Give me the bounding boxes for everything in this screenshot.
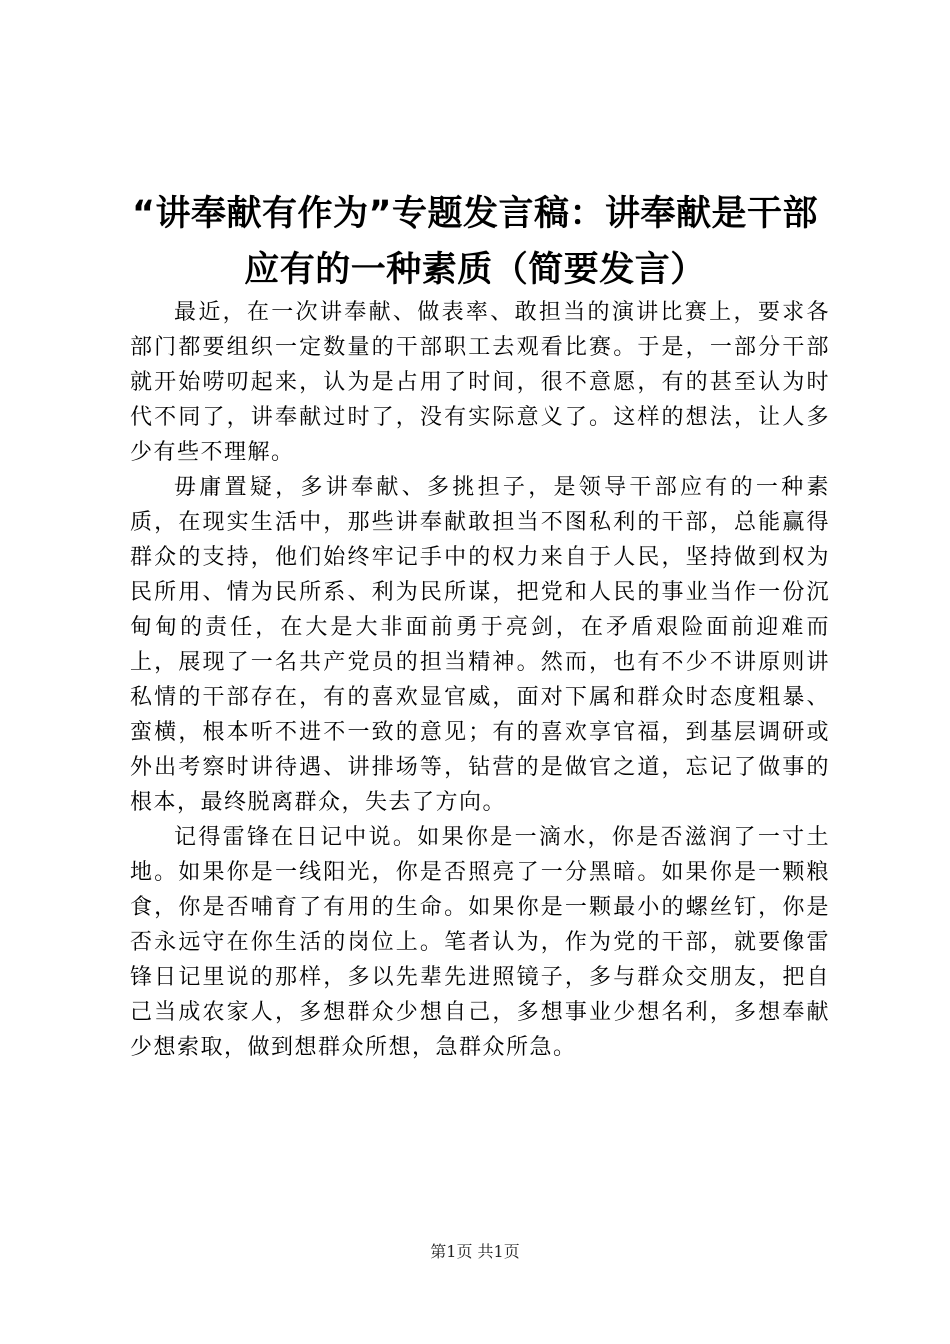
page-number-footer: 第1页 共1页 [430,1242,520,1261]
title-line-2: 应有的一种素质（简要发言） [244,250,706,290]
paragraph-1: 最近，在一次讲奉献、做表率、敢担当的演讲比赛上，要求各部门都要组织一定数量的干部职工去观看比赛。于是，一部分干部就开始唠叨起来，认为是占用了时间，很不意愿，有的甚至认为时代不同了，讲奉献过时了，没有实际意义了。这样的想法，让人多少有些不理解。 [130,300,830,465]
document-title [110,186,840,298]
paragraph-3: 记得雷锋在日记中说。如果你是一滴水，你是否滋润了一寸土地。如果你是一线阳光，你是否照亮了一分黑暗。如果你是一颗粮食，你是否哺育了有用的生命。如果你是一颗最小的螺丝钉，你是否永远守在你生活的岗位上。笔者认为，作为党的干部，就要像雷锋日记里说的那样，多以先辈先进照镜子，多与群众交朋友，把自己当成农家人，多想群众少想自己，多想事业少想名利，多想奉献少想索取，做到想群众所想，急群众所急。 [130,825,830,1060]
paragraph-2: 毋庸置疑，多讲奉献、多挑担子，是领导干部应有的一种素质，在现实生活中，那些讲奉献敢担当不图私利的干部，总能赢得群众的支持，他们始终牢记手中的权力来自于人民，坚持做到权为民所用、情为民所系、利为民所谋，把党和人民的事业当作一份沉甸甸的责任，在大是大非面前勇于亮剑，在矛盾艰险面前迎难而上，展现了一名共产党员的担当精神。然而，也有不少不讲原则讲私情的干部存在，有的喜欢显官威，面对下属和群众时态度粗暴、蛮横，根本听不进不一致的意见；有的喜欢享官福，到基层调研或外出考察时讲待遇、讲排场等，钻营的是做官之道，忘记了做事的根本，最终脱离群众，失去了方向。 [130,475,830,815]
document-body [130,295,830,1065]
title-line-1: “讲奉献有作为”专题发言稿：讲奉献是干部 [131,194,818,234]
